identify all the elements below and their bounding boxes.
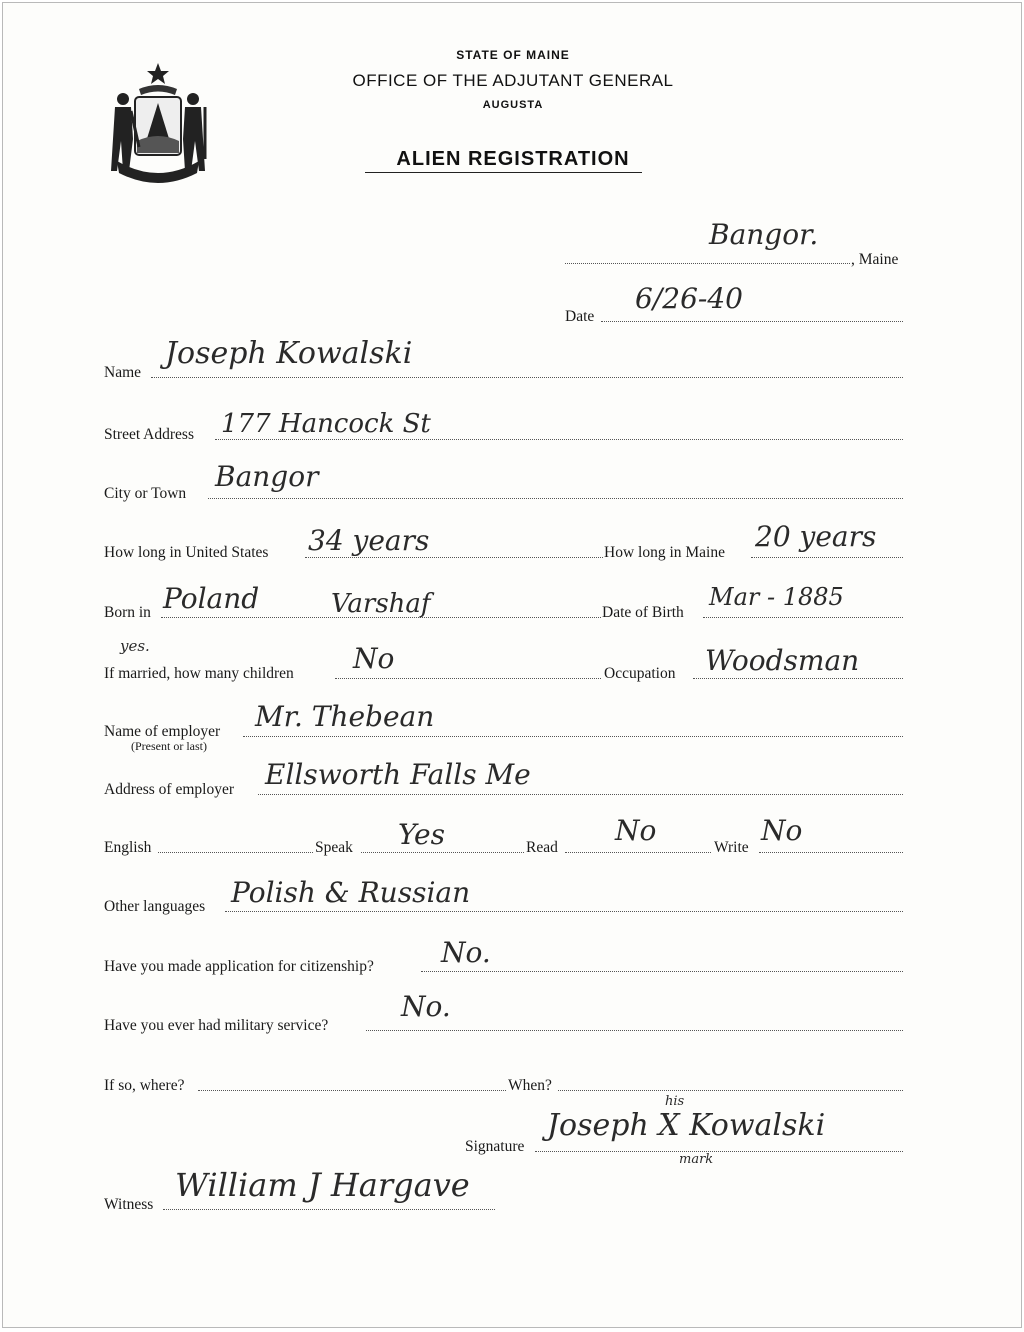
- born-country-value: Poland: [163, 582, 260, 615]
- speak-line: [361, 852, 524, 853]
- signature-line: [535, 1151, 903, 1152]
- how-long-maine-line: [751, 557, 903, 558]
- state-heading: STATE OF MAINE: [456, 48, 570, 62]
- employer-address-label: Address of employer: [104, 781, 234, 798]
- city-heading: AUGUSTA: [482, 99, 544, 111]
- occupation-line: [693, 678, 903, 679]
- employer-note: (Present or last): [131, 739, 207, 753]
- occupation-value: Woodsman: [705, 644, 860, 677]
- read-value: No: [615, 814, 657, 847]
- if-so-where-label: If so, where?: [104, 1077, 185, 1094]
- date-of-birth-label: Date of Birth: [602, 604, 684, 621]
- read-label: Read: [526, 839, 558, 856]
- citizenship-label: Have you made application for citizenship?: [104, 958, 374, 975]
- write-value: No: [761, 814, 803, 847]
- signature-his: his: [665, 1094, 685, 1109]
- name-value: Joseph Kowalski: [165, 336, 413, 371]
- employer-address-value: Ellsworth Falls Me: [265, 758, 531, 791]
- write-label: Write: [714, 839, 749, 856]
- citizenship-line: [421, 971, 903, 972]
- how-long-us-label: How long in United States: [104, 544, 269, 561]
- maine-label: , Maine: [851, 251, 899, 268]
- military-line: [366, 1030, 903, 1031]
- how-long-us-value: 34 years: [308, 524, 430, 557]
- how-long-maine-label: How long in Maine: [604, 544, 725, 561]
- speak-value: Yes: [398, 818, 445, 851]
- how-long-maine-value: 20 years: [755, 520, 877, 553]
- street-address-value: 177 Hancock St: [221, 409, 431, 439]
- date-line: [601, 321, 903, 322]
- if-so-where-line: [198, 1090, 506, 1091]
- when-label: When?: [508, 1077, 552, 1094]
- military-label: Have you ever had military service?: [104, 1017, 329, 1034]
- town-value: Bangor.: [709, 218, 819, 251]
- military-value: No.: [401, 990, 451, 1023]
- form-title: ALIEN REGISTRATION: [396, 148, 630, 170]
- street-address-label: Street Address: [104, 426, 194, 443]
- title-underline: [365, 172, 642, 173]
- signature-mark: mark: [679, 1152, 714, 1167]
- english-label: English: [104, 839, 152, 856]
- name-line: [151, 377, 903, 378]
- date-value: 6/26-40: [635, 282, 743, 315]
- signature-label: Signature: [465, 1138, 525, 1155]
- date-of-birth-line: [703, 617, 903, 618]
- children-value: No: [353, 642, 395, 675]
- employer-name-line: [243, 736, 903, 737]
- city-label: City or Town: [104, 485, 187, 502]
- occupation-label: Occupation: [604, 665, 676, 682]
- when-line: [558, 1090, 903, 1091]
- married-value: yes.: [120, 637, 150, 655]
- if-married-label: If married, how many children: [104, 665, 294, 682]
- signature-value: Joseph X Kowalski: [547, 1108, 826, 1143]
- children-line: [335, 678, 601, 679]
- how-long-us-line: [305, 557, 603, 558]
- other-languages-line: [225, 911, 903, 912]
- witness-line: [163, 1209, 495, 1210]
- street-address-line: [215, 439, 903, 440]
- employer-address-line: [258, 794, 903, 795]
- office-heading: OFFICE OF THE ADJUTANT GENERAL: [352, 71, 674, 90]
- born-in-label: Born in: [104, 604, 151, 621]
- other-languages-value: Polish & Russian: [231, 876, 471, 909]
- born-city-value: Varshaf: [331, 589, 431, 619]
- other-languages-label: Other languages: [104, 898, 206, 915]
- write-line: [759, 852, 903, 853]
- citizenship-value: No.: [441, 936, 491, 969]
- witness-value: William J Hargave: [175, 1166, 470, 1204]
- read-line: [565, 852, 711, 853]
- date-of-birth-value: Mar - 1885: [709, 583, 844, 611]
- employer-name-label: Name of employer: [104, 723, 221, 740]
- city-line: [208, 498, 903, 499]
- name-label: Name: [104, 364, 142, 381]
- employer-name-value: Mr. Thebean: [255, 700, 435, 733]
- speak-label: Speak: [315, 839, 353, 856]
- date-label: Date: [565, 308, 595, 325]
- english-line: [158, 852, 313, 853]
- town-line: [565, 263, 850, 264]
- witness-label: Witness: [104, 1196, 154, 1213]
- city-value: Bangor: [215, 460, 319, 493]
- alien-registration-form: [2, 2, 1022, 1328]
